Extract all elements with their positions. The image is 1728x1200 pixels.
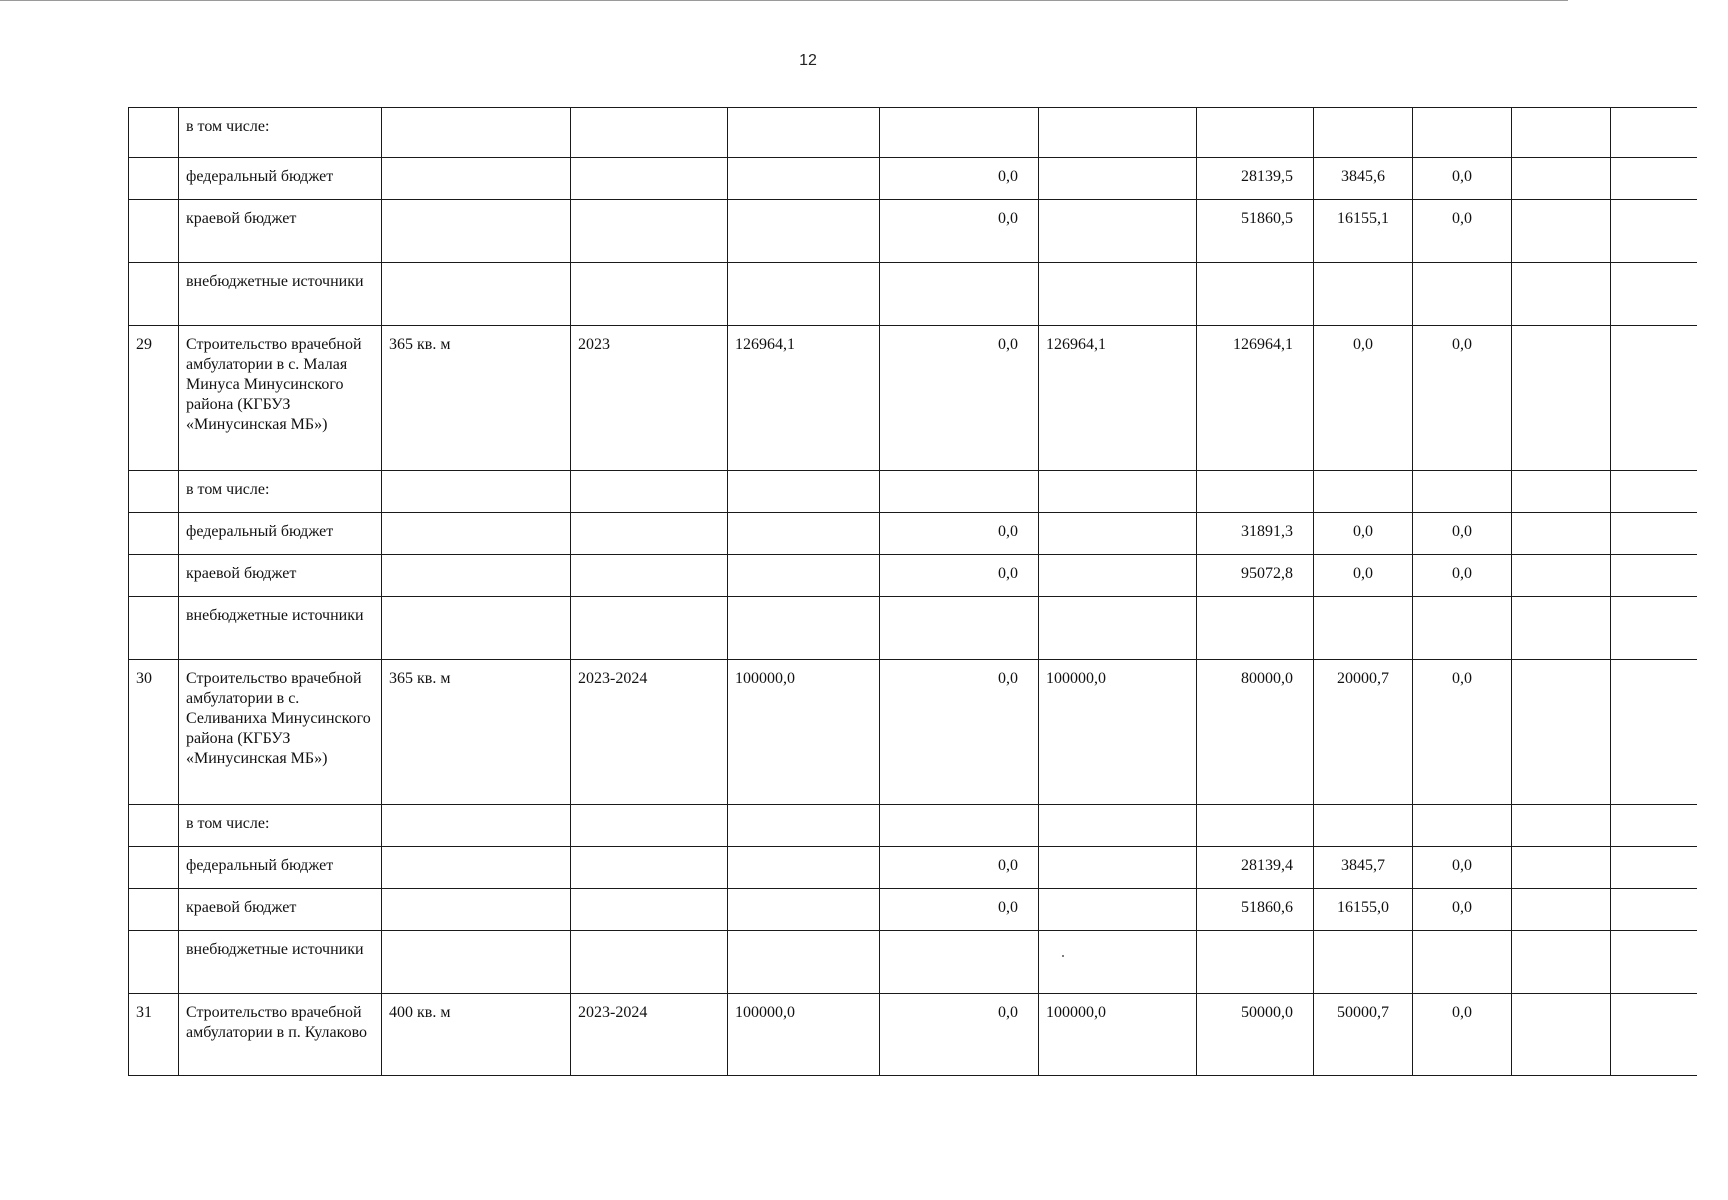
cell-row-number bbox=[129, 108, 179, 158]
cell-value-col7: 28139,5 bbox=[1197, 158, 1314, 200]
cell-value-col7 bbox=[1197, 597, 1314, 660]
cell-value-col7 bbox=[1197, 931, 1314, 994]
cell-row-number: 30 bbox=[129, 660, 179, 805]
table-row bbox=[129, 597, 1697, 660]
cell-estimated-cost bbox=[728, 931, 880, 994]
cell-object-name: в том числе: bbox=[179, 805, 382, 847]
cell-empty-col10 bbox=[1512, 108, 1611, 158]
page-number: 12 bbox=[799, 52, 817, 69]
cell-capacity bbox=[382, 805, 571, 847]
cell-value-col5 bbox=[880, 108, 1039, 158]
cell-value-col7 bbox=[1197, 263, 1314, 326]
cell-object-name: в том числе: bbox=[179, 471, 382, 513]
cell-row-number bbox=[129, 889, 179, 931]
cell-empty-col11 bbox=[1611, 994, 1697, 1076]
cell-years bbox=[571, 555, 728, 597]
cell-value-col8 bbox=[1314, 471, 1413, 513]
cell-object-name: внебюджетные источники bbox=[179, 597, 382, 660]
table-row bbox=[129, 200, 1697, 263]
cell-value-col8: 0,0 bbox=[1314, 555, 1413, 597]
cell-value-col7: 51860,5 bbox=[1197, 200, 1314, 263]
cell-years bbox=[571, 108, 728, 158]
cell-capacity bbox=[382, 513, 571, 555]
cell-value-col9: 0,0 bbox=[1413, 660, 1512, 805]
cell-estimated-cost bbox=[728, 263, 880, 326]
cell-years bbox=[571, 513, 728, 555]
cell-object-name: краевой бюджет bbox=[179, 889, 382, 931]
cell-empty-col10 bbox=[1512, 597, 1611, 660]
cell-value-col8: 50000,7 bbox=[1314, 994, 1413, 1076]
cell-value-col6 bbox=[1039, 597, 1197, 660]
cell-value-col7 bbox=[1197, 108, 1314, 158]
cell-estimated-cost: 100000,0 bbox=[728, 660, 880, 805]
cell-years bbox=[571, 158, 728, 200]
table-row bbox=[129, 158, 1697, 200]
cell-row-number bbox=[129, 200, 179, 263]
cell-capacity bbox=[382, 889, 571, 931]
cell-value-col8: 0,0 bbox=[1314, 326, 1413, 471]
cell-estimated-cost bbox=[728, 889, 880, 931]
cell-row-number bbox=[129, 597, 179, 660]
cell-value-col5: 0,0 bbox=[880, 889, 1039, 931]
cell-value-col6 bbox=[1039, 555, 1197, 597]
cell-capacity: 365 кв. м bbox=[382, 660, 571, 805]
page-top-edge bbox=[0, 0, 1568, 1]
scan-speck bbox=[1062, 955, 1064, 957]
cell-years bbox=[571, 597, 728, 660]
cell-empty-col10 bbox=[1512, 200, 1611, 263]
cell-value-col8: 3845,7 bbox=[1314, 847, 1413, 889]
cell-empty-col10 bbox=[1512, 805, 1611, 847]
cell-years bbox=[571, 805, 728, 847]
cell-value-col7: 80000,0 bbox=[1197, 660, 1314, 805]
cell-object-name: федеральный бюджет bbox=[179, 847, 382, 889]
cell-value-col7 bbox=[1197, 471, 1314, 513]
cell-empty-col11 bbox=[1611, 200, 1697, 263]
cell-years: 2023-2024 bbox=[571, 660, 728, 805]
cell-value-col6: 100000,0 bbox=[1039, 994, 1197, 1076]
cell-empty-col11 bbox=[1611, 158, 1697, 200]
cell-empty-col11 bbox=[1611, 847, 1697, 889]
cell-years: 2023-2024 bbox=[571, 994, 728, 1076]
cell-row-number bbox=[129, 555, 179, 597]
cell-value-col8 bbox=[1314, 108, 1413, 158]
cell-value-col5 bbox=[880, 805, 1039, 847]
cell-row-number bbox=[129, 471, 179, 513]
table-row bbox=[129, 326, 1697, 471]
cell-value-col9: 0,0 bbox=[1413, 994, 1512, 1076]
cell-value-col8: 3845,6 bbox=[1314, 158, 1413, 200]
cell-value-col8 bbox=[1314, 263, 1413, 326]
cell-object-name: Строительство врачебной амбулатории в с. Малая Минуса Минусинского района (КГБУЗ «Минусинская МБ») bbox=[179, 326, 382, 471]
cell-empty-col10 bbox=[1512, 263, 1611, 326]
cell-empty-col11 bbox=[1611, 513, 1697, 555]
cell-value-col7: 95072,8 bbox=[1197, 555, 1314, 597]
cell-value-col8 bbox=[1314, 805, 1413, 847]
table-row bbox=[129, 805, 1697, 847]
cell-capacity bbox=[382, 931, 571, 994]
cell-empty-col11 bbox=[1611, 931, 1697, 994]
cell-capacity: 365 кв. м bbox=[382, 326, 571, 471]
table-row bbox=[129, 847, 1697, 889]
cell-years bbox=[571, 931, 728, 994]
cell-row-number: 31 bbox=[129, 994, 179, 1076]
cell-value-col5 bbox=[880, 471, 1039, 513]
cell-value-col9: 0,0 bbox=[1413, 555, 1512, 597]
cell-empty-col11 bbox=[1611, 555, 1697, 597]
cell-value-col8: 20000,7 bbox=[1314, 660, 1413, 805]
cell-value-col7: 126964,1 bbox=[1197, 326, 1314, 471]
cell-empty-col10 bbox=[1512, 555, 1611, 597]
cell-row-number bbox=[129, 805, 179, 847]
cell-years bbox=[571, 263, 728, 326]
cell-value-col6 bbox=[1039, 200, 1197, 263]
table-row bbox=[129, 931, 1697, 994]
cell-value-col7: 28139,4 bbox=[1197, 847, 1314, 889]
cell-row-number bbox=[129, 847, 179, 889]
cell-value-col9: 0,0 bbox=[1413, 200, 1512, 263]
cell-value-col5 bbox=[880, 263, 1039, 326]
table-row bbox=[129, 994, 1697, 1076]
budget-table bbox=[128, 107, 1697, 1076]
cell-object-name: внебюджетные источники bbox=[179, 263, 382, 326]
cell-value-col6 bbox=[1039, 889, 1197, 931]
cell-estimated-cost: 100000,0 bbox=[728, 994, 880, 1076]
cell-empty-col11 bbox=[1611, 889, 1697, 931]
table-row bbox=[129, 660, 1697, 805]
cell-empty-col10 bbox=[1512, 513, 1611, 555]
cell-value-col5: 0,0 bbox=[880, 847, 1039, 889]
cell-value-col6 bbox=[1039, 513, 1197, 555]
cell-estimated-cost bbox=[728, 805, 880, 847]
cell-value-col9 bbox=[1413, 931, 1512, 994]
table-row bbox=[129, 889, 1697, 931]
table-row bbox=[129, 555, 1697, 597]
cell-value-col6 bbox=[1039, 805, 1197, 847]
cell-empty-col10 bbox=[1512, 931, 1611, 994]
cell-capacity bbox=[382, 555, 571, 597]
cell-years: 2023 bbox=[571, 326, 728, 471]
cell-value-col5: 0,0 bbox=[880, 326, 1039, 471]
cell-years bbox=[571, 847, 728, 889]
cell-object-name: федеральный бюджет bbox=[179, 158, 382, 200]
cell-value-col7: 50000,0 bbox=[1197, 994, 1314, 1076]
cell-value-col8: 16155,0 bbox=[1314, 889, 1413, 931]
cell-value-col9: 0,0 bbox=[1413, 513, 1512, 555]
table-row bbox=[129, 108, 1697, 158]
cell-empty-col10 bbox=[1512, 326, 1611, 471]
cell-capacity bbox=[382, 200, 571, 263]
cell-object-name: в том числе: bbox=[179, 108, 382, 158]
cell-value-col9: 0,0 bbox=[1413, 889, 1512, 931]
cell-object-name: краевой бюджет bbox=[179, 200, 382, 263]
cell-years bbox=[571, 471, 728, 513]
cell-empty-col10 bbox=[1512, 994, 1611, 1076]
cell-value-col6 bbox=[1039, 931, 1197, 994]
cell-years bbox=[571, 889, 728, 931]
cell-row-number bbox=[129, 158, 179, 200]
cell-empty-col10 bbox=[1512, 158, 1611, 200]
cell-value-col6 bbox=[1039, 158, 1197, 200]
cell-value-col7 bbox=[1197, 805, 1314, 847]
cell-object-name: краевой бюджет bbox=[179, 555, 382, 597]
cell-empty-col10 bbox=[1512, 889, 1611, 931]
cell-value-col9 bbox=[1413, 108, 1512, 158]
cell-empty-col11 bbox=[1611, 108, 1697, 158]
cell-estimated-cost bbox=[728, 471, 880, 513]
cell-capacity: 400 кв. м bbox=[382, 994, 571, 1076]
table-body bbox=[129, 108, 1697, 1076]
cell-row-number bbox=[129, 931, 179, 994]
cell-estimated-cost bbox=[728, 108, 880, 158]
cell-value-col9 bbox=[1413, 805, 1512, 847]
cell-object-name: федеральный бюджет bbox=[179, 513, 382, 555]
cell-estimated-cost bbox=[728, 200, 880, 263]
cell-empty-col11 bbox=[1611, 805, 1697, 847]
cell-value-col9 bbox=[1413, 597, 1512, 660]
cell-object-name: Строительство врачебной амбулатории в п. Кулаково bbox=[179, 994, 382, 1076]
cell-capacity bbox=[382, 158, 571, 200]
cell-empty-col11 bbox=[1611, 326, 1697, 471]
cell-estimated-cost bbox=[728, 555, 880, 597]
table-row bbox=[129, 263, 1697, 326]
cell-empty-col10 bbox=[1512, 847, 1611, 889]
cell-value-col8 bbox=[1314, 597, 1413, 660]
cell-value-col9: 0,0 bbox=[1413, 158, 1512, 200]
cell-capacity bbox=[382, 847, 571, 889]
cell-value-col5: 0,0 bbox=[880, 200, 1039, 263]
cell-value-col9 bbox=[1413, 263, 1512, 326]
cell-empty-col11 bbox=[1611, 471, 1697, 513]
cell-value-col5 bbox=[880, 931, 1039, 994]
cell-value-col6 bbox=[1039, 847, 1197, 889]
cell-capacity bbox=[382, 597, 571, 660]
cell-value-col9 bbox=[1413, 471, 1512, 513]
cell-estimated-cost bbox=[728, 847, 880, 889]
cell-row-number bbox=[129, 263, 179, 326]
cell-row-number bbox=[129, 513, 179, 555]
cell-value-col5: 0,0 bbox=[880, 994, 1039, 1076]
cell-years bbox=[571, 200, 728, 263]
cell-value-col5 bbox=[880, 597, 1039, 660]
cell-estimated-cost: 126964,1 bbox=[728, 326, 880, 471]
cell-row-number: 29 bbox=[129, 326, 179, 471]
cell-value-col9: 0,0 bbox=[1413, 326, 1512, 471]
cell-value-col6: 100000,0 bbox=[1039, 660, 1197, 805]
cell-value-col7: 31891,3 bbox=[1197, 513, 1314, 555]
cell-estimated-cost bbox=[728, 158, 880, 200]
cell-value-col6 bbox=[1039, 108, 1197, 158]
cell-value-col9: 0,0 bbox=[1413, 847, 1512, 889]
cell-estimated-cost bbox=[728, 597, 880, 660]
cell-value-col8 bbox=[1314, 931, 1413, 994]
cell-empty-col10 bbox=[1512, 471, 1611, 513]
cell-value-col5: 0,0 bbox=[880, 513, 1039, 555]
cell-value-col6 bbox=[1039, 263, 1197, 326]
cell-capacity bbox=[382, 263, 571, 326]
cell-value-col6 bbox=[1039, 471, 1197, 513]
cell-empty-col11 bbox=[1611, 597, 1697, 660]
cell-value-col7: 51860,6 bbox=[1197, 889, 1314, 931]
cell-empty-col10 bbox=[1512, 660, 1611, 805]
cell-empty-col11 bbox=[1611, 263, 1697, 326]
table-row bbox=[129, 513, 1697, 555]
cell-value-col8: 0,0 bbox=[1314, 513, 1413, 555]
cell-value-col5: 0,0 bbox=[880, 555, 1039, 597]
cell-value-col8: 16155,1 bbox=[1314, 200, 1413, 263]
cell-object-name: внебюджетные источники bbox=[179, 931, 382, 994]
table-row bbox=[129, 471, 1697, 513]
cell-empty-col11 bbox=[1611, 660, 1697, 805]
cell-object-name: Строительство врачебной амбулатории в с. Селиваниха Минусинского района (КГБУЗ «Минусинская МБ») bbox=[179, 660, 382, 805]
cell-value-col5: 0,0 bbox=[880, 660, 1039, 805]
cell-capacity bbox=[382, 471, 571, 513]
cell-capacity bbox=[382, 108, 571, 158]
cell-estimated-cost bbox=[728, 513, 880, 555]
cell-value-col6: 126964,1 bbox=[1039, 326, 1197, 471]
cell-value-col5: 0,0 bbox=[880, 158, 1039, 200]
